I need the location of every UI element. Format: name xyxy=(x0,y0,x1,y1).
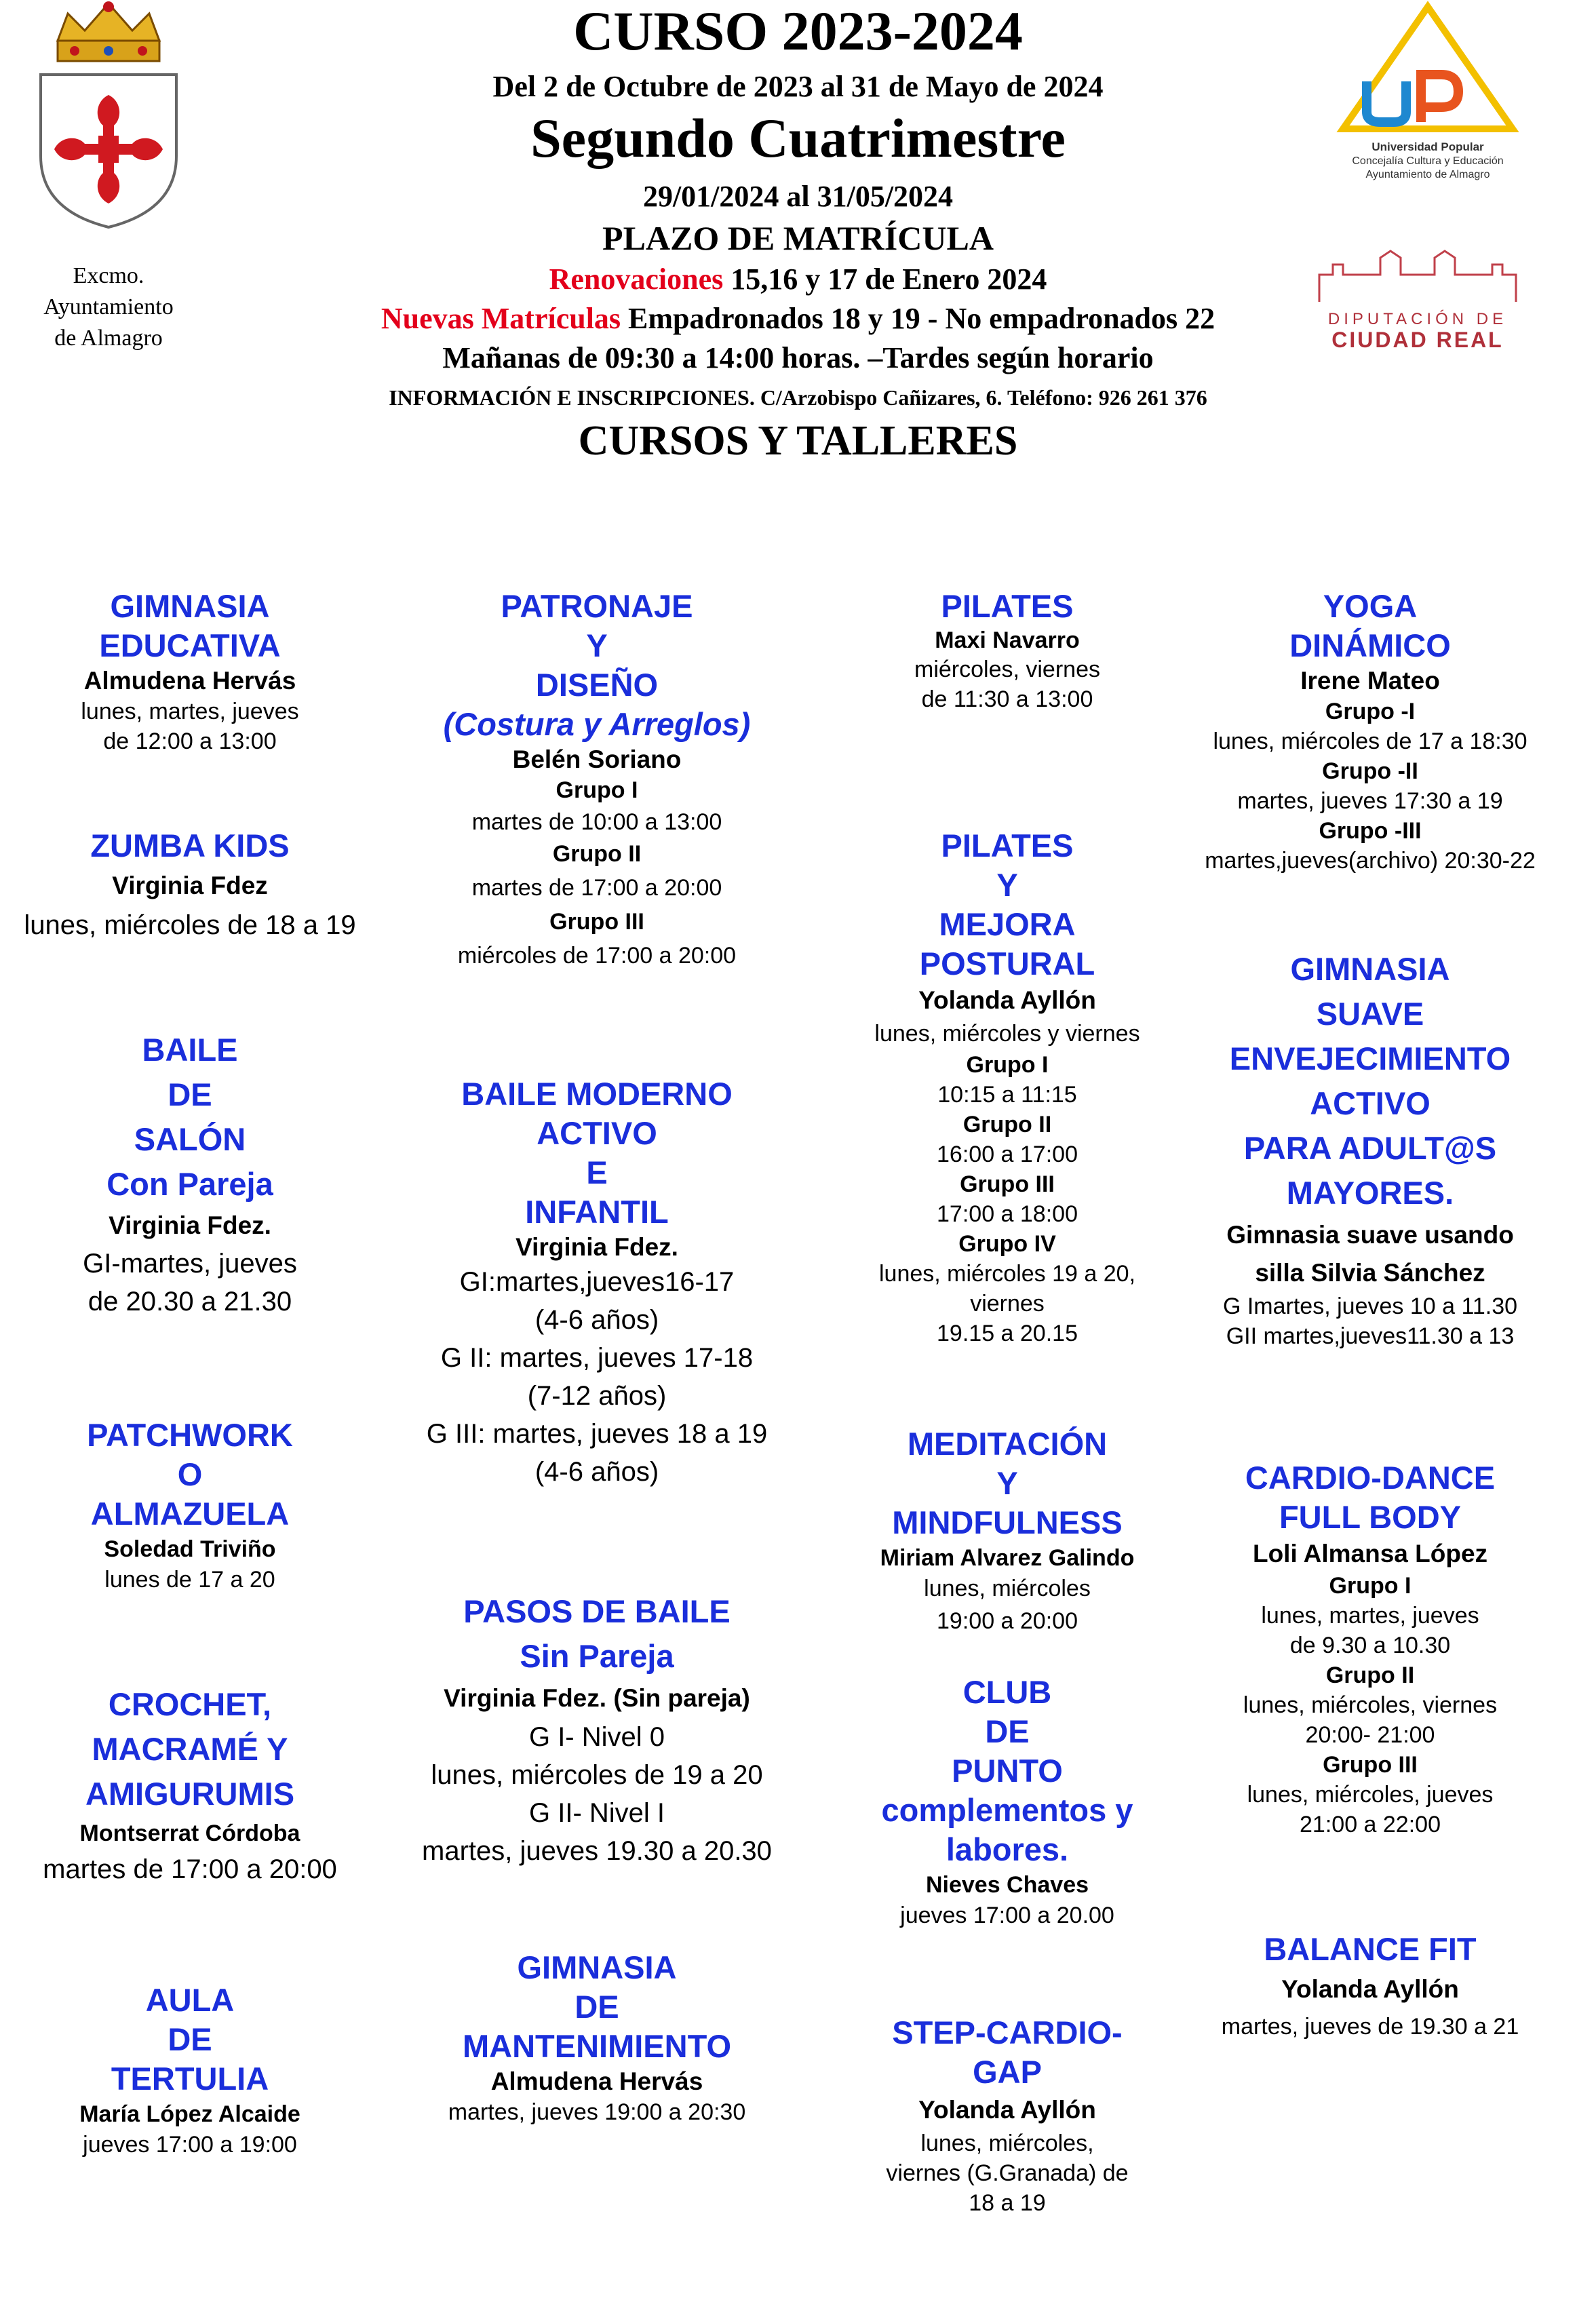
group-label: Grupo II xyxy=(962,1112,1052,1137)
course-title: MAYORES. xyxy=(1286,1175,1454,1211)
group-label: Grupo III xyxy=(1323,1752,1418,1778)
course-title: labores. xyxy=(946,1831,1069,1867)
course-title: BAILE MODERNO xyxy=(461,1076,733,1112)
caption-line: Excmo. xyxy=(73,263,144,288)
course-title: DISEÑO xyxy=(535,667,659,703)
course-title: GIMNASIA xyxy=(110,588,270,624)
course-teacher: Yolanda Ayllón xyxy=(918,2096,1096,2124)
course-title: MEDITACIÓN xyxy=(907,1426,1108,1462)
course-cardio-dance xyxy=(1146,1458,1594,1839)
course-schedule: jueves 17:00 a 20.00 xyxy=(900,1903,1114,1928)
ayuntamiento-caption xyxy=(7,260,210,354)
renewals-value: 15,16 y 17 de Enero 2024 xyxy=(723,262,1047,296)
course-schedule: de 11:30 a 13:00 xyxy=(921,686,1093,712)
course-title: ACTIVO xyxy=(537,1115,657,1151)
course-title: SALÓN xyxy=(134,1121,246,1157)
course-yoga xyxy=(1146,587,1594,876)
course-title: PUNTO xyxy=(952,1753,1063,1789)
course-title: ACTIVO xyxy=(1310,1085,1430,1121)
course-title: DE xyxy=(168,2021,212,2057)
course-teacher: Gimnasia suave usando xyxy=(1226,1221,1514,1249)
course-title: E xyxy=(586,1154,608,1190)
course-title: MACRAMÉ Y xyxy=(92,1731,288,1767)
course-schedule: jueves 17:00 a 19:00 xyxy=(83,2132,297,2158)
course-title: POSTURAL xyxy=(919,946,1095,981)
course-title: MINDFULNESS xyxy=(892,1504,1123,1540)
course-schedule: de 9.30 a 10.30 xyxy=(1289,1633,1451,1658)
caption-line: Ayuntamiento xyxy=(43,294,174,319)
course-title: PATCHWORK xyxy=(87,1417,293,1453)
enrollment-heading: PLAZO DE MATRÍCULA xyxy=(602,219,994,257)
course-schedule: viernes (G.Granada) de xyxy=(886,2160,1129,2186)
course-zumba-kids xyxy=(3,826,376,944)
course-schedule: GII martes,jueves11.30 a 13 xyxy=(1226,1323,1515,1349)
course-schedule: (4-6 años) xyxy=(534,1305,659,1335)
course-gimnasia-suave xyxy=(1146,947,1594,1351)
course-title: FULL BODY xyxy=(1279,1499,1462,1535)
section-heading: CURSOS Y TALLERES xyxy=(578,418,1018,464)
course-title: STEP-CARDIO- xyxy=(892,2014,1123,2050)
course-schedule: lunes, miércoles, jueves xyxy=(1247,1782,1494,1808)
course-schedule: 16:00 a 17:00 xyxy=(937,1142,1078,1167)
course-teacher: Montserrat Córdoba xyxy=(79,1820,300,1846)
course-schedule: martes, jueves 19:00 a 20:30 xyxy=(448,2099,746,2125)
course-title: SUAVE xyxy=(1316,996,1424,1032)
course-schedule: lunes, miércoles, viernes xyxy=(1243,1692,1498,1718)
course-schedule: miércoles de 17:00 a 20:00 xyxy=(457,943,737,969)
course-schedule: viernes xyxy=(970,1291,1045,1317)
course-schedule: 20:00- 21:00 xyxy=(1305,1722,1435,1748)
course-teacher: Virginia Fdez. xyxy=(515,1233,678,1261)
course-title: Y xyxy=(996,1465,1018,1501)
course-schedule: (7-12 años) xyxy=(527,1381,667,1411)
course-teacher: Virginia Fdez. (Sin pareja) xyxy=(444,1684,750,1712)
course-schedule: 19.15 a 20.15 xyxy=(937,1321,1078,1346)
course-schedule: 18 a 19 xyxy=(969,2190,1046,2216)
course-schedule: martes, jueves 17:30 a 19 xyxy=(1237,788,1503,814)
course-title: PILATES xyxy=(941,827,1074,863)
course-teacher: Maxi Navarro xyxy=(935,627,1080,653)
new-enrollments-value: Empadronados 18 y 19 - No empadronados 22 xyxy=(621,302,1215,335)
course-title: PASOS DE BAILE xyxy=(463,1593,731,1629)
course-schedule: lunes, miércoles de 17 a 18:30 xyxy=(1213,728,1527,754)
course-baile-salon xyxy=(3,1028,376,1321)
contact-info: INFORMACIÓN E INSCRIPCIONES. C/Arzobispo Cañizares, 6. Teléfono: 926 261 376 xyxy=(389,385,1207,410)
course-title: CARDIO-DANCE xyxy=(1245,1460,1496,1496)
course-schedule: martes,jueves(archivo) 20:30-22 xyxy=(1205,848,1536,874)
course-title: MEJORA xyxy=(939,906,1076,942)
course-title: EDUCATIVA xyxy=(99,627,281,663)
course-title: GIMNASIA xyxy=(517,1949,677,1985)
course-teacher: Belén Soriano xyxy=(512,745,682,773)
course-schedule: de 20.30 a 21.30 xyxy=(87,1287,292,1317)
course-teacher: Almudena Hervás xyxy=(490,2067,703,2095)
course-baile-moderno xyxy=(393,1074,800,1491)
office-hours: Mañanas de 09:30 a 14:00 horas. –Tardes según horario xyxy=(442,341,1154,374)
course-schedule: G Imartes, jueves 10 a 11.30 xyxy=(1222,1293,1518,1319)
course-title: O xyxy=(177,1456,203,1492)
course-title: Con Pareja xyxy=(106,1166,273,1202)
course-schedule: lunes, martes, jueves xyxy=(1261,1603,1479,1629)
course-schedule: lunes, miércoles de 19 a 20 xyxy=(431,1760,763,1790)
course-schedule: lunes, miércoles, xyxy=(920,2130,1094,2156)
universidad-popular-logo xyxy=(1326,0,1530,183)
renewals-label: Renovaciones xyxy=(549,262,724,296)
course-teacher: Yolanda Ayllón xyxy=(918,986,1096,1014)
course-title: ALMAZUELA xyxy=(90,1496,290,1532)
course-dates: Del 2 de Octubre de 2023 al 31 de Mayo de 2024 xyxy=(492,70,1104,103)
group-label: Grupo I xyxy=(966,1052,1049,1078)
course-title: BAILE xyxy=(142,1032,238,1068)
course-teacher: Nieves Chaves xyxy=(925,1872,1089,1898)
course-schedule: 19:00 a 20:00 xyxy=(937,1608,1078,1634)
course-schedule: martes de 10:00 a 13:00 xyxy=(471,809,722,835)
course-schedule: G II: martes, jueves 17-18 xyxy=(440,1343,754,1373)
course-title: Sin Pareja xyxy=(520,1638,674,1674)
course-schedule: martes de 17:00 a 20:00 xyxy=(471,875,722,901)
page-title: CURSO 2023-2024 xyxy=(573,0,1023,62)
course-schedule: martes, jueves 19.30 a 20.30 xyxy=(422,1836,772,1866)
course-gimnasia-educativa xyxy=(3,587,376,756)
course-title: PILATES xyxy=(941,588,1074,624)
course-teacher: Loli Almansa López xyxy=(1252,1540,1488,1567)
course-crochet xyxy=(3,1682,376,1888)
course-patchwork xyxy=(3,1416,376,1595)
course-title: (Costura y Arreglos) xyxy=(443,706,751,742)
course-schedule: GI-martes, jueves xyxy=(83,1249,297,1279)
course-teacher: María López Alcaide xyxy=(79,2101,300,2127)
course-aula-tertulia xyxy=(3,1981,376,2160)
course-balance-fit xyxy=(1146,1930,1594,2044)
course-schedule: 10:15 a 11:15 xyxy=(937,1082,1077,1108)
course-teacher: Soledad Triviño xyxy=(104,1536,276,1562)
group-label: Grupo -II xyxy=(1322,758,1418,784)
course-title: Y xyxy=(996,867,1018,903)
course-title: YOGA xyxy=(1323,588,1418,624)
group-label: Grupo II xyxy=(1325,1662,1415,1688)
course-patronaje xyxy=(393,587,800,975)
course-title: PATRONAJE xyxy=(501,588,693,624)
course-title: AULA xyxy=(145,1982,235,2018)
course-schedule: lunes de 17 a 20 xyxy=(104,1567,275,1593)
course-schedule: miércoles, viernes xyxy=(914,657,1100,682)
caption-line: de Almagro xyxy=(54,326,163,351)
course-title: ZUMBA KIDS xyxy=(90,827,290,863)
course-title: CLUB xyxy=(962,1674,1052,1710)
diputacion-logo xyxy=(1306,244,1530,353)
course-teacher: Irene Mateo xyxy=(1300,667,1440,695)
up-caption-line: Concejalía Cultura y Educación xyxy=(1352,155,1504,167)
course-title: DINÁMICO xyxy=(1289,627,1451,663)
course-title: BALANCE FIT xyxy=(1264,1931,1477,1967)
course-title: ENVEJECIMIENTO xyxy=(1229,1040,1511,1076)
almagro-crest-logo xyxy=(27,0,190,231)
course-schedule: 21:00 a 22:00 xyxy=(1300,1812,1441,1837)
course-schedule: martes de 17:00 a 20:00 xyxy=(43,1854,337,1884)
page-subtitle: Segundo Cuatrimestre xyxy=(530,107,1066,169)
course-schedule: lunes, martes, jueves xyxy=(81,699,299,724)
course-teacher: silla Silvia Sánchez xyxy=(1255,1259,1485,1287)
course-schedule: (4-6 años) xyxy=(534,1457,659,1487)
new-enrollments-label: Nuevas Matrículas xyxy=(381,302,621,335)
group-label: Grupo III xyxy=(549,909,644,935)
course-title: complementos y xyxy=(881,1792,1133,1828)
course-title: DE xyxy=(168,1076,212,1112)
course-schedule: lunes, miércoles xyxy=(924,1576,1091,1601)
course-schedule: lunes, miércoles y viernes xyxy=(874,1021,1140,1047)
diputacion-line: CIUDAD REAL xyxy=(1331,328,1504,352)
course-teacher: Miriam Alvarez Galindo xyxy=(880,1545,1135,1571)
course-title: INFANTIL xyxy=(525,1194,669,1230)
group-label: Grupo I xyxy=(1329,1573,1412,1599)
course-title: Y xyxy=(586,627,608,663)
course-title: GIMNASIA xyxy=(1290,951,1450,987)
group-label: Grupo II xyxy=(552,841,642,867)
course-teacher: Virginia Fdez xyxy=(112,872,268,899)
course-schedule: G III: martes, jueves 18 a 19 xyxy=(426,1419,768,1449)
group-label: Grupo I xyxy=(556,777,638,803)
course-teacher: Yolanda Ayllón xyxy=(1281,1975,1459,2003)
course-title: DE xyxy=(575,1989,619,2025)
course-schedule: lunes, miércoles 19 a 20, xyxy=(879,1261,1135,1287)
up-caption-line: Universidad Popular xyxy=(1371,140,1484,153)
course-schedule: G II- Nivel I xyxy=(528,1798,665,1828)
course-title: TERTULIA xyxy=(111,2061,269,2097)
course-title: AMIGURUMIS xyxy=(85,1776,295,1812)
course-title: MANTENIMIENTO xyxy=(462,2028,731,2064)
course-teacher: Virginia Fdez. xyxy=(109,1211,271,1239)
group-label: Grupo -I xyxy=(1325,699,1416,724)
term-range: 29/01/2024 al 31/05/2024 xyxy=(642,180,954,213)
course-schedule: G I- Nivel 0 xyxy=(528,1722,665,1752)
group-label: Grupo -III xyxy=(1319,818,1422,844)
course-pasos-baile xyxy=(393,1589,800,1870)
course-title: PARA ADULT@S xyxy=(1243,1130,1497,1166)
course-schedule: 17:00 a 18:00 xyxy=(937,1201,1078,1227)
course-teacher: Almudena Hervás xyxy=(83,667,296,695)
diputacion-line: DIPUTACIÓN DE xyxy=(1327,310,1508,328)
course-schedule: lunes, miércoles de 18 a 19 xyxy=(24,910,356,940)
group-label: Grupo III xyxy=(960,1171,1055,1197)
course-schedule: GI:martes,jueves16-17 xyxy=(459,1267,735,1297)
group-label: Grupo IV xyxy=(958,1231,1056,1257)
up-caption-line: Ayuntamiento de Almagro xyxy=(1365,169,1490,180)
course-title: CROCHET, xyxy=(108,1686,272,1722)
course-title: DE xyxy=(985,1713,1030,1749)
course-gimnasia-mantenimiento xyxy=(393,1948,800,2127)
course-step-cardio xyxy=(807,2013,1207,2218)
course-schedule: martes, jueves de 19.30 a 21 xyxy=(1221,2014,1519,2040)
course-schedule: de 12:00 a 13:00 xyxy=(103,728,277,754)
course-title: GAP xyxy=(973,2054,1042,2090)
